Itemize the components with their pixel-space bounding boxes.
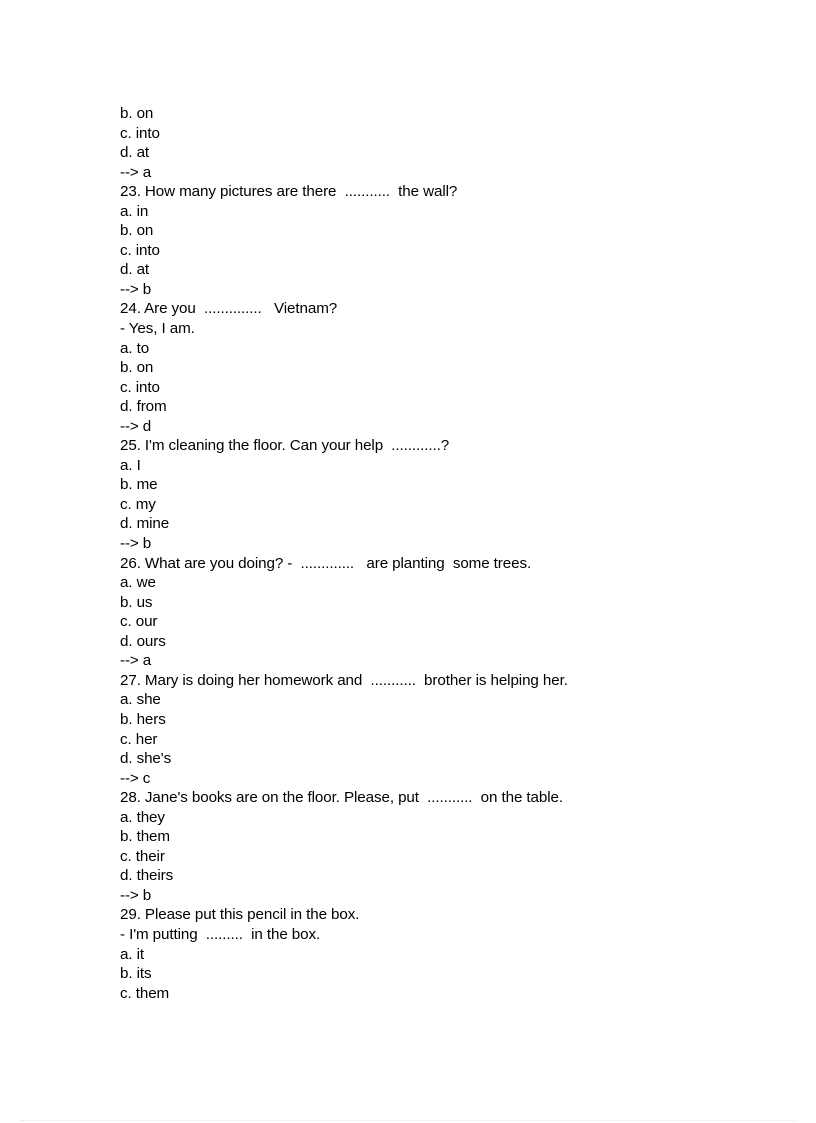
answer-line: --> b — [120, 886, 152, 904]
answer-line: --> b — [120, 280, 152, 298]
option-line: c. into — [120, 378, 160, 396]
option-line: d. she's — [120, 750, 172, 768]
option-line: c. our — [120, 613, 158, 631]
option-line: d. theirs — [120, 867, 174, 885]
option-line: b. us — [120, 593, 153, 611]
option-line: b. on — [120, 222, 154, 240]
answer-line: --> c — [120, 769, 151, 787]
question-response: - Yes, I am. — [120, 320, 195, 338]
option-line: b. them — [120, 828, 170, 846]
option-line: d. ours — [120, 632, 166, 650]
answer-line: --> a — [120, 163, 152, 181]
option-line: d. from — [120, 398, 167, 416]
option-line: c. them — [120, 984, 170, 1002]
question-response: - I'm putting ......... in the box. — [120, 925, 321, 943]
question-26: 26. What are you doing? - ............. are planting some trees. — [120, 554, 532, 572]
option-line: a. they — [120, 808, 165, 826]
option-line: a. it — [120, 945, 144, 963]
option-line: a. to — [120, 339, 150, 357]
question-24: 24. Are you .............. Vietnam? — [120, 300, 338, 318]
question-27: 27. Mary is doing her homework and ........... brother is helping her. — [120, 671, 568, 689]
option-line: a. she — [120, 691, 161, 709]
option-line: a. I — [120, 456, 141, 474]
option-line: c. her — [120, 730, 158, 748]
option-line: b. on — [120, 359, 154, 377]
question-23: 23. How many pictures are there ........... the wall? — [120, 183, 458, 201]
answer-line: --> b — [120, 535, 152, 553]
option-line: a. we — [120, 574, 156, 592]
option-line: c. into — [120, 241, 160, 259]
question-25: 25. I'm cleaning the floor. Can your help ............? — [120, 437, 450, 455]
question-29: 29. Please put this pencil in the box. — [120, 906, 360, 924]
option-line: d. at — [120, 261, 150, 279]
answer-line: --> a — [120, 652, 152, 670]
option-line: c. into — [120, 124, 160, 142]
page-bottom-divider — [20, 1120, 796, 1121]
option-line: d. mine — [120, 515, 170, 533]
option-line: b. on — [120, 105, 154, 122]
option-line: a. in — [120, 202, 149, 220]
option-line: b. hers — [120, 710, 166, 728]
option-line: b. me — [120, 476, 158, 494]
option-line: c. my — [120, 495, 156, 513]
option-line: c. their — [120, 847, 165, 865]
answer-line: --> d — [120, 417, 152, 435]
quiz-text-block — [120, 104, 780, 1003]
option-line: b. its — [120, 965, 152, 983]
question-28: 28. Jane's books are on the floor. Please, put ........... on the table. — [120, 789, 563, 807]
option-line: d. at — [120, 144, 150, 162]
